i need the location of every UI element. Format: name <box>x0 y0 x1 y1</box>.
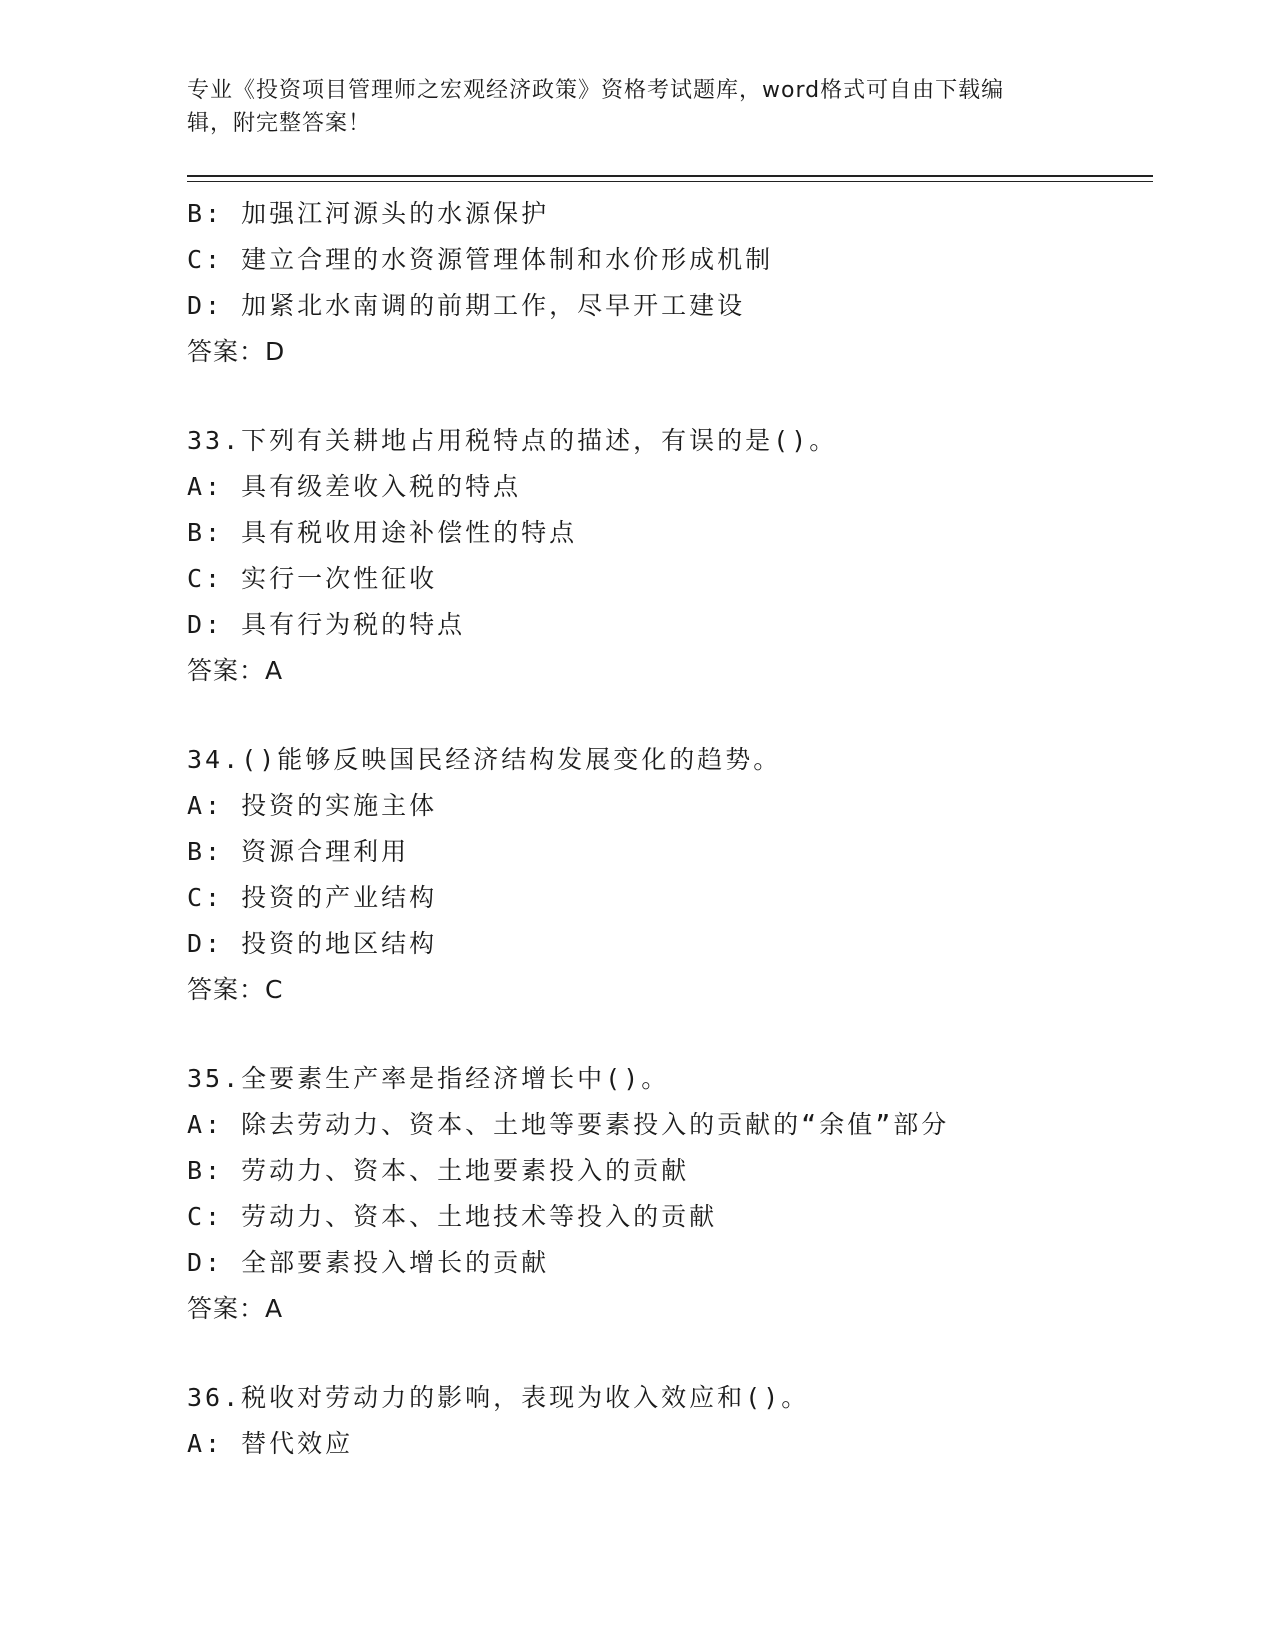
question-36 <box>187 1375 1153 1467</box>
question-stem: 35.全要素生产率是指经济增长中()。 <box>187 1064 670 1093</box>
option-d: D: 全部要素投入增长的贡献 <box>187 1248 550 1277</box>
option-b: B: 资源合理利用 <box>187 837 410 866</box>
question-stem: 33.下列有关耕地占用税特点的描述，有误的是()。 <box>187 426 838 455</box>
answer: 答案：A <box>187 1294 284 1323</box>
option-d: D: 加紧北水南调的前期工作，尽早开工建设 <box>187 291 746 320</box>
question-33 <box>187 418 1153 694</box>
answer: 答案：C <box>187 975 284 1004</box>
answer: 答案：A <box>187 656 284 685</box>
option-a: A: 除去劳动力、资本、土地等要素投入的贡献的“余值”部分 <box>187 1110 950 1139</box>
option-c: C: 建立合理的水资源管理体制和水价形成机制 <box>187 245 774 274</box>
question-partial <box>187 191 1153 375</box>
question-list <box>187 191 1153 1467</box>
option-b: B: 加强江河源头的水源保护 <box>187 199 550 228</box>
option-d: D: 具有行为税的特点 <box>187 610 466 639</box>
question-34 <box>187 737 1153 1013</box>
header-divider-thick <box>187 175 1153 177</box>
option-a: A: 具有级差收入税的特点 <box>187 472 522 501</box>
option-a: A: 投资的实施主体 <box>187 791 438 820</box>
header-divider-thin <box>187 181 1153 182</box>
option-c: C: 劳动力、资本、土地技术等投入的贡献 <box>187 1202 718 1231</box>
answer: 答案：D <box>187 337 286 366</box>
option-a: A: 替代效应 <box>187 1429 354 1458</box>
header-line-2: 辑，附完整答案！ <box>187 111 372 136</box>
question-35 <box>187 1056 1153 1332</box>
question-stem: 34.()能够反映国民经济结构发展变化的趋势。 <box>187 745 782 774</box>
option-c: C: 实行一次性征收 <box>187 564 438 593</box>
option-c: C: 投资的产业结构 <box>187 883 438 912</box>
question-stem: 36.税收对劳动力的影响，表现为收入效应和()。 <box>187 1383 810 1412</box>
option-d: D: 投资的地区结构 <box>187 929 438 958</box>
option-b: B: 劳动力、资本、土地要素投入的贡献 <box>187 1156 690 1185</box>
document-header <box>187 74 1067 140</box>
header-line-1: 专业《投资项目管理师之宏观经济政策》资格考试题库，word格式可自由下载编 <box>187 78 1005 103</box>
option-b: B: 具有税收用途补偿性的特点 <box>187 518 578 547</box>
